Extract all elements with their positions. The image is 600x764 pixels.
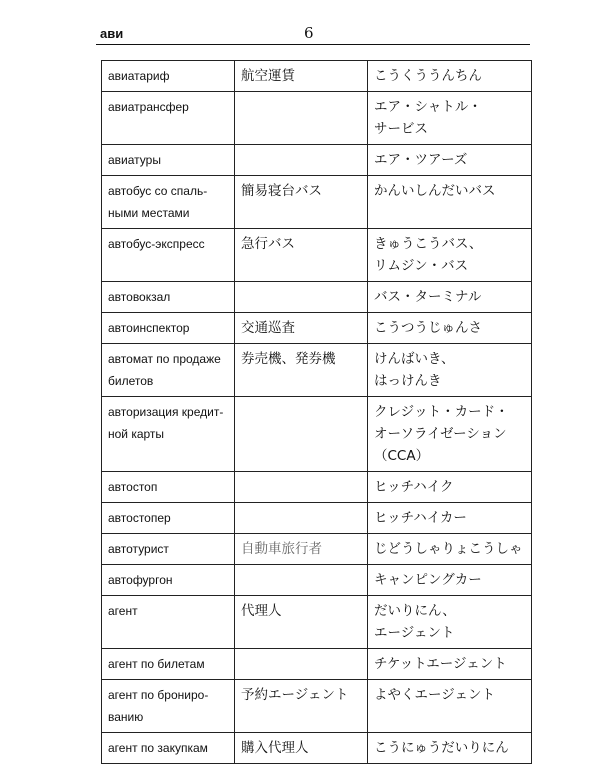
russian-term-line: ной карты bbox=[108, 427, 165, 441]
russian-term-cell bbox=[102, 534, 235, 565]
table-row bbox=[102, 313, 532, 344]
table-row bbox=[102, 733, 532, 764]
kana-reading-line: リムジン・バス bbox=[374, 258, 469, 274]
russian-term-cell bbox=[102, 503, 235, 534]
kanji-term-cell bbox=[235, 649, 368, 680]
russian-term-cell bbox=[102, 733, 235, 764]
russian-term-line: автобус со спаль- bbox=[108, 184, 208, 198]
kanji-term-cell bbox=[235, 503, 368, 534]
russian-term-line: авиатуры bbox=[108, 153, 161, 167]
kanji-term: 購入代理人 bbox=[241, 740, 309, 756]
kana-reading-line: こうにゅうだいりにん bbox=[374, 740, 509, 756]
kanji-term-cell bbox=[235, 282, 368, 313]
russian-term-cell bbox=[102, 229, 235, 282]
page-header bbox=[96, 24, 530, 45]
kana-reading-cell bbox=[368, 282, 532, 313]
table-row bbox=[102, 680, 532, 733]
kana-reading-line: だいりにん、 bbox=[374, 603, 456, 619]
russian-term-line: автофургон bbox=[108, 573, 173, 587]
russian-term-line: автотурист bbox=[108, 542, 169, 556]
kana-reading-line: バス・ターミナル bbox=[374, 289, 482, 305]
russian-term-line: авторизация кредит- bbox=[108, 405, 224, 419]
kanji-term: 交通巡査 bbox=[241, 320, 295, 336]
table-row bbox=[102, 596, 532, 649]
table-row bbox=[102, 229, 532, 282]
kana-reading-line: ヒッチハイカー bbox=[374, 510, 467, 526]
kana-reading-cell bbox=[368, 733, 532, 764]
table-row bbox=[102, 61, 532, 92]
kanji-term-cell bbox=[235, 313, 368, 344]
kana-reading-cell bbox=[368, 397, 532, 472]
kana-reading-cell bbox=[368, 145, 532, 176]
table-row bbox=[102, 649, 532, 680]
kana-reading-line: オーソライゼーション bbox=[374, 426, 507, 442]
russian-term-line: агент bbox=[108, 604, 138, 618]
kanji-term-cell bbox=[235, 397, 368, 472]
russian-term-line: ванию bbox=[108, 710, 144, 724]
kanji-term: 券売機、発券機 bbox=[241, 351, 336, 367]
russian-term-line: авиатрансфер bbox=[108, 100, 189, 114]
table-row bbox=[102, 92, 532, 145]
kana-reading-cell bbox=[368, 344, 532, 397]
kana-reading-line: サービス bbox=[374, 121, 428, 137]
dictionary-table bbox=[101, 60, 532, 764]
russian-term-line: автостоп bbox=[108, 480, 158, 494]
table-row bbox=[102, 565, 532, 596]
kana-reading-cell bbox=[368, 680, 532, 733]
kana-reading-line: ヒッチハイク bbox=[374, 479, 454, 495]
kana-reading-line: （CCA） bbox=[374, 448, 430, 464]
kanji-term: 予約エージェント bbox=[241, 687, 349, 703]
russian-term-line: автоинспектор bbox=[108, 321, 190, 335]
table-row bbox=[102, 397, 532, 472]
russian-term-line: авиатариф bbox=[108, 69, 170, 83]
russian-term-line: автостопер bbox=[108, 511, 171, 525]
kanji-term-cell bbox=[235, 61, 368, 92]
russian-term-cell bbox=[102, 596, 235, 649]
kana-reading-line: けんばいき、 bbox=[374, 351, 455, 367]
russian-term-cell bbox=[102, 282, 235, 313]
kana-reading-line: こうくううんちん bbox=[374, 68, 482, 84]
russian-term-cell bbox=[102, 649, 235, 680]
kana-reading-cell bbox=[368, 176, 532, 229]
kana-reading-line: エア・ツアーズ bbox=[374, 152, 468, 168]
russian-term-cell bbox=[102, 472, 235, 503]
kana-reading-cell bbox=[368, 61, 532, 92]
kana-reading-cell bbox=[368, 472, 532, 503]
kanji-term: 急行バス bbox=[241, 236, 295, 252]
kanji-term-cell bbox=[235, 229, 368, 282]
kana-reading-line: じどうしゃりょこうしゃ bbox=[374, 541, 523, 557]
kana-reading-line: エア・シャトル・ bbox=[374, 99, 482, 115]
kanji-term: 自動車旅行者 bbox=[241, 541, 322, 557]
kana-reading-cell bbox=[368, 229, 532, 282]
kanji-term: 代理人 bbox=[241, 603, 282, 619]
russian-term-cell bbox=[102, 565, 235, 596]
russian-term-cell bbox=[102, 176, 235, 229]
russian-term-cell bbox=[102, 313, 235, 344]
kana-reading-cell bbox=[368, 92, 532, 145]
kana-reading-cell bbox=[368, 313, 532, 344]
kana-reading-line: チケットエージェント bbox=[374, 656, 507, 672]
kana-reading-cell bbox=[368, 534, 532, 565]
russian-term-cell bbox=[102, 680, 235, 733]
header-guide-word: ави bbox=[100, 26, 124, 41]
russian-term-line: агент по брониро- bbox=[108, 688, 209, 702]
russian-term-cell bbox=[102, 145, 235, 176]
page-number: 6 bbox=[304, 24, 314, 42]
kanji-term-cell bbox=[235, 596, 368, 649]
dictionary-table-body bbox=[102, 61, 532, 764]
kana-reading-line: クレジット・カード・ bbox=[374, 404, 509, 420]
kanji-term-cell bbox=[235, 534, 368, 565]
kanji-term-cell bbox=[235, 176, 368, 229]
kana-reading-cell bbox=[368, 565, 532, 596]
kanji-term-cell bbox=[235, 472, 368, 503]
russian-term-line: билетов bbox=[108, 374, 154, 388]
kana-reading-cell bbox=[368, 649, 532, 680]
kana-reading-line: はっけんき bbox=[374, 373, 442, 389]
russian-term-cell bbox=[102, 92, 235, 145]
kanji-term-cell bbox=[235, 733, 368, 764]
kanji-term-cell bbox=[235, 680, 368, 733]
russian-term-line: автомат по продаже bbox=[108, 352, 221, 366]
kanji-term: 航空運賃 bbox=[241, 68, 295, 84]
table-row bbox=[102, 534, 532, 565]
russian-term-cell bbox=[102, 61, 235, 92]
kana-reading-line: かんいしんだいバス bbox=[374, 183, 496, 199]
kanji-term-cell bbox=[235, 344, 368, 397]
table-row bbox=[102, 472, 532, 503]
kanji-term: 簡易寝台バス bbox=[241, 183, 322, 199]
russian-term-line: автовокзал bbox=[108, 290, 171, 304]
kanji-term-cell bbox=[235, 92, 368, 145]
russian-term-line: агент по закупкам bbox=[108, 741, 208, 755]
russian-term-line: автобус-экспресс bbox=[108, 237, 205, 251]
kanji-term-cell bbox=[235, 565, 368, 596]
russian-term-cell bbox=[102, 344, 235, 397]
table-row bbox=[102, 176, 532, 229]
russian-term-line: агент по билетам bbox=[108, 657, 205, 671]
russian-term-line: ными местами bbox=[108, 206, 190, 220]
kana-reading-line: きゅうこうバス、 bbox=[374, 236, 483, 252]
kanji-term-cell bbox=[235, 145, 368, 176]
kana-reading-line: よやくエージェント bbox=[374, 687, 495, 703]
table-row bbox=[102, 344, 532, 397]
table-row bbox=[102, 282, 532, 313]
table-row bbox=[102, 145, 532, 176]
table-row bbox=[102, 503, 532, 534]
kana-reading-cell bbox=[368, 596, 532, 649]
kana-reading-line: こうつうじゅんさ bbox=[374, 320, 482, 336]
kana-reading-cell bbox=[368, 503, 532, 534]
russian-term-cell bbox=[102, 397, 235, 472]
kana-reading-line: キャンピングカー bbox=[374, 572, 482, 588]
kana-reading-line: エージェント bbox=[374, 625, 455, 641]
